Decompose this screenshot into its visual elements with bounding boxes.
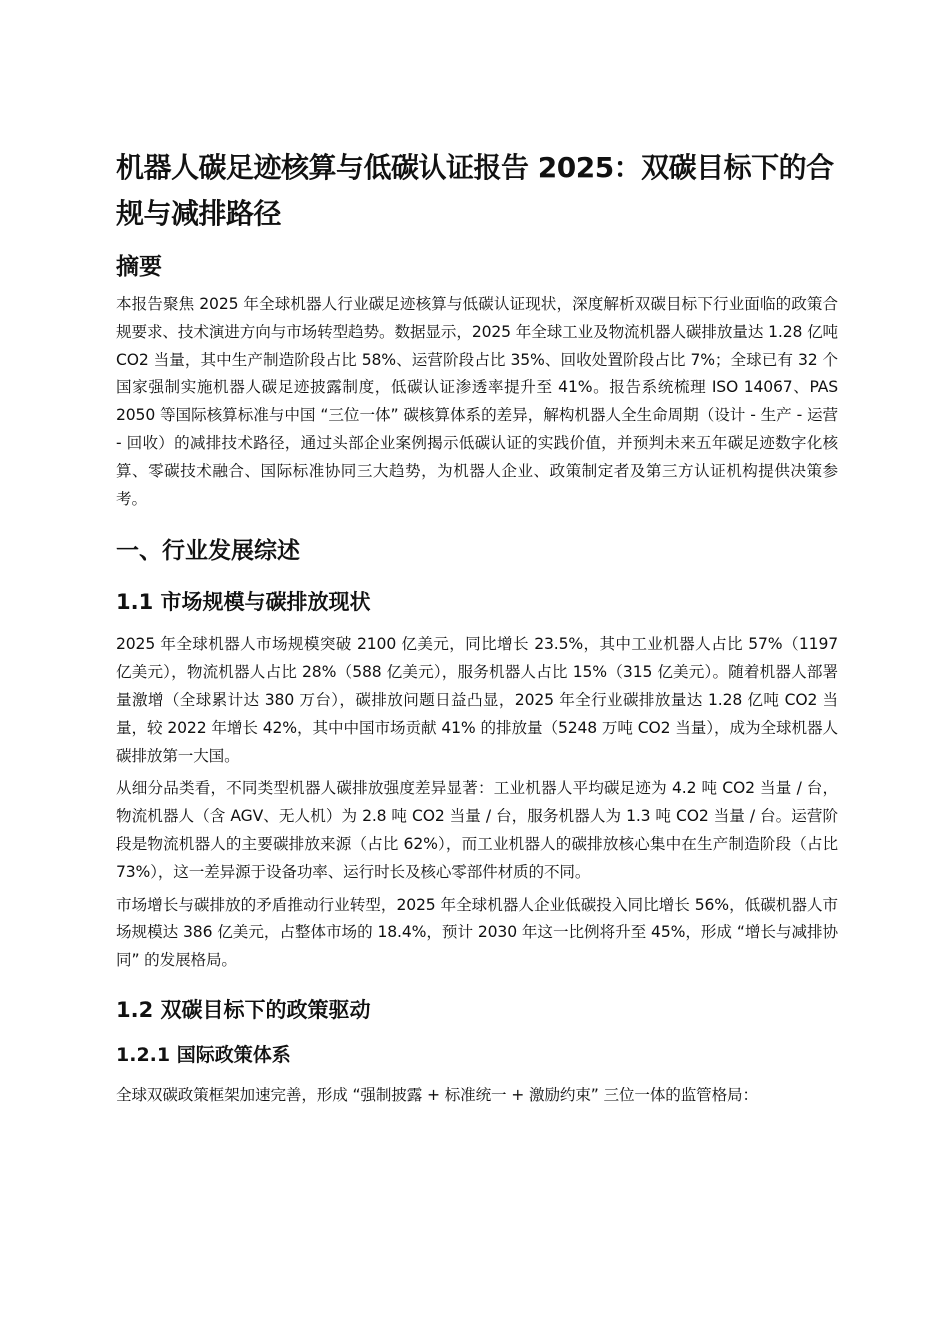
abstract-paragraph: 本报告聚焦 2025 年全球机器人行业碳足迹核算与低碳认证现状，深度解析双碳目标下行业面临的政策合规要求、技术演进方向与市场转型趋势。数据显示，2025 年全球工业及物流机器人碳排放量达 1.28 亿吨 CO2 当量，其中生产制造阶段占比 58%、运营阶段占比 35%、回收处置阶段占比 7%；全球已有 32 个国家强制实施机器人碳足迹披露制度，低碳认证渗透率提升至 41%。报告系统梳理 ISO 14067、PAS 2050 等国际核算标准与中国 “三位一体” 碳核算体系的差异，解构机器人全生命周期（设计 - 生产 - 运营 - 回收）的减排技术路径，通过头部企业案例揭示低碳认证的实践价值，并预判未来五年碳足迹数字化核算、零碳技术融合、国际标准协同三大趋势，为机器人企业、政策制定者及第三方认证机构提供决策参考。	[116, 295, 838, 508]
abstract-heading: 摘要	[116, 254, 162, 280]
section-1-2-1-paragraph: 全球双碳政策框架加速完善，形成 “强制披露 + 标准统一 + 激励约束” 三位一体的监管格局：	[116, 1085, 758, 1104]
section-1-heading: 一、行业发展综述	[116, 538, 300, 565]
report-page	[116, 145, 838, 1115]
section-1-1-paragraph-3: 市场增长与碳排放的矛盾推动行业转型，2025 年全球机器人企业低碳投入同比增长 56%，低碳机器人市场规模达 386 亿美元，占整体市场的 18.4%，预计 2030 年这一比例将升至 45%，形成 “增长与减排协同” 的发展格局。	[116, 895, 838, 970]
section-1-1-heading: 1.1 市场规模与碳排放现状	[116, 590, 371, 615]
document-title: 机器人碳足迹核算与低碳认证报告 2025：双碳目标下的合规与减排路径	[116, 151, 834, 230]
section-1-1-paragraph-2: 从细分品类看，不同类型机器人碳排放强度差异显著：工业机器人平均碳足迹为 4.2 吨 CO2 当量 / 台，物流机器人（含 AGV、无人机）为 2.8 吨 CO2 当量 / 台，服务机器人为 1.3 吨 CO2 当量 / 台。运营阶段是物流机器人的主要碳排放来源（占比 62%），而工业机器人的碳排放核心集中在生产制造阶段（占比 73%），这一差异源于设备功率、运行时长及核心零部件材质的不同。	[116, 779, 838, 881]
section-1-1-paragraph-1: 2025 年全球机器人市场规模突破 2100 亿美元，同比增长 23.5%，其中工业机器人占比 57%（1197 亿美元），物流机器人占比 28%（588 亿美元），服务机器人占比 15%（315 亿美元）。随着机器人部署量激增（全球累计达 380 万台），碳排放问题日益凸显，2025 年全行业碳排放量达 1.28 亿吨 CO2 当量，较 2022 年增长 42%，其中中国市场贡献 41% 的排放量（5248 万吨 CO2 当量），成为全球机器人碳排放第一大国。	[116, 635, 838, 765]
section-1-2-1-heading: 1.2.1 国际政策体系	[116, 1043, 291, 1066]
section-1-2-heading: 1.2 双碳目标下的政策驱动	[116, 997, 371, 1022]
